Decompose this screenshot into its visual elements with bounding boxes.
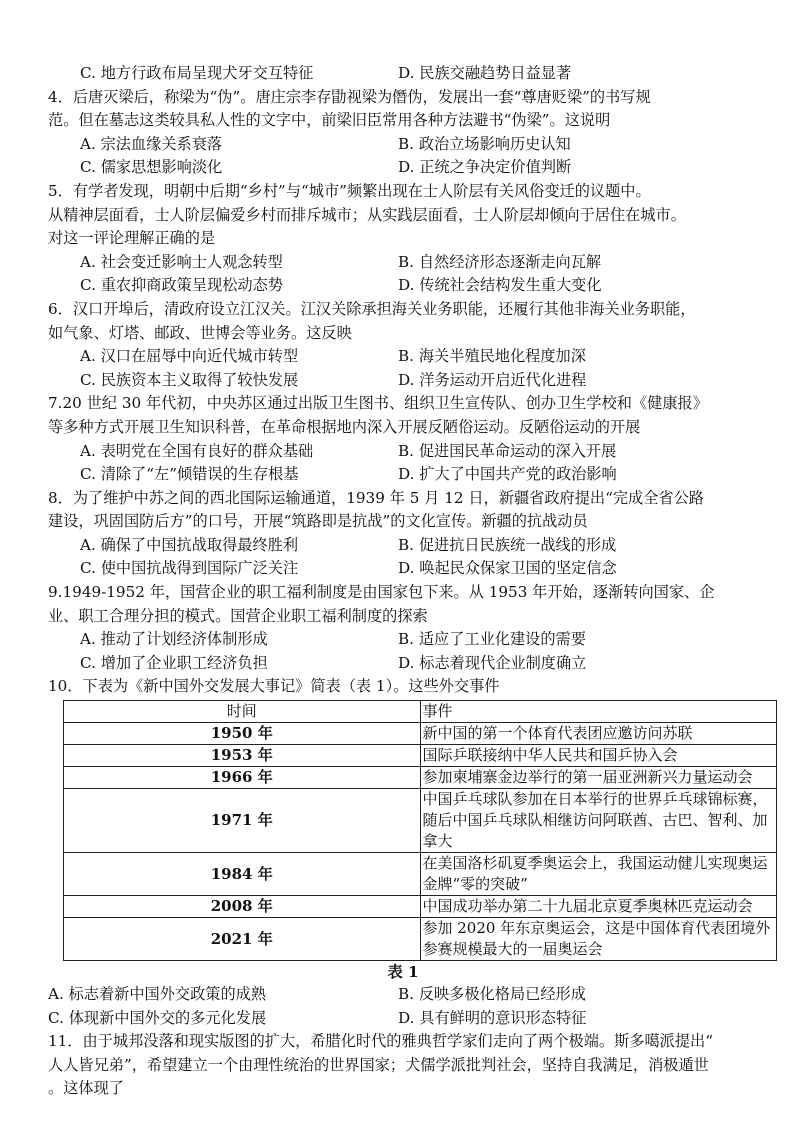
option-a: A. 社会变迁影响士人观念转型 xyxy=(80,252,283,271)
question-text: 4．后唐灭梁后，称梁为“伪”。唐庄宗李存勖视梁为僭伪，发展出一套“尊唐贬梁”的书写规 xyxy=(48,87,651,106)
table-row xyxy=(64,723,777,745)
q3-options-cd xyxy=(48,62,758,86)
option-d: D. 传统社会结构发生重大变化 xyxy=(398,276,602,295)
option-b: B. 促进国民革命运动的深入开展 xyxy=(398,441,617,460)
question-text: 对这一评论理解正确的是 xyxy=(48,229,216,248)
question-text: 范。但在墓志这类较具私人性的文字中，前梁旧臣常用各种方法避书“伪梁”。这说明 xyxy=(48,111,611,130)
question-text: 9.1949-1952 年，国营企业的职工福利制度是由国家包下来。从 1953 年开始，逐渐转向国家、企 xyxy=(48,583,715,602)
option-d: D. 洋务运动开启近代化进程 xyxy=(398,370,587,389)
option-d: D. 具有鲜明的意识形态特征 xyxy=(398,1008,587,1027)
option-c: C. 使中国抗战得到国际广泛关注 xyxy=(80,559,299,578)
table-header-row xyxy=(64,701,777,723)
question-text: 等多种方式开展卫生知识科普，在革命根据地内深入开展反陋俗运动。反陋俗运动的开展 xyxy=(48,417,641,436)
option-c: C. 地方行政布局呈现犬牙交互特征 xyxy=(80,64,314,82)
question-9 xyxy=(48,581,758,675)
option-b: B. 自然经济形态逐渐走向瓦解 xyxy=(398,252,602,271)
table-cell-year: 1971 年 xyxy=(64,789,421,853)
question-7 xyxy=(48,392,758,486)
option-c: C. 民族资本主义取得了较快发展 xyxy=(80,370,299,389)
option-b: B. 促进抗日民族统一战线的形成 xyxy=(398,535,617,554)
table-header-event: 事件 xyxy=(420,701,777,723)
table-cell-year: 1984 年 xyxy=(64,853,421,896)
option-d: D. 正统之争决定价值判断 xyxy=(398,158,572,177)
table-cell-event: 参加柬埔寨金边举行的第一届亚洲新兴力量运动会 xyxy=(420,767,777,789)
table-header-time: 时间 xyxy=(64,701,421,723)
table-cell-event: 在美国洛杉矶夏季奥运会上，我国运动健儿实现奥运金牌“零的突破” xyxy=(420,853,777,896)
option-d: D. 唤起民众保家卫国的坚定信念 xyxy=(398,559,617,578)
table-cell-year: 2008 年 xyxy=(64,896,421,918)
table-row xyxy=(64,918,777,961)
table-row xyxy=(64,789,777,853)
question-text: 8．为了维护中苏之间的西北国际运输通道，1939 年 5 月 12 日，新疆省政府提出“完成全省公路 xyxy=(48,488,704,507)
exam-page xyxy=(48,62,771,1101)
option-a: A. 推动了计划经济体制形成 xyxy=(80,630,268,649)
table-row xyxy=(64,767,777,789)
question-text: 5．有学者发现，明朝中后期“乡村”与“城市”频繁出现在士人阶层有关风俗变迁的议题中。 xyxy=(48,181,651,200)
question-text: 如气象、灯塔、邮政、世博会等业务。这反映 xyxy=(48,323,352,342)
question-text: 10．下表为《新中国外交发展大事记》简表（表 1）。这些外交事件 xyxy=(48,677,500,696)
option-d: D. 扩大了中国共产党的政治影响 xyxy=(398,465,617,484)
option-a: A. 表明党在全国有良好的群众基础 xyxy=(80,441,314,460)
table-row xyxy=(64,896,777,918)
table-cell-event: 参加 2020 年东京奥运会，这是中国体育代表团境外参赛规模最大的一届奥运会 xyxy=(420,918,777,961)
option-d: D. 标志着现代企业制度确立 xyxy=(398,653,587,672)
question-11 xyxy=(48,1030,758,1101)
option-b: B. 反映多极化格局已经形成 xyxy=(398,985,586,1004)
option-c: C. 重农抑商政策呈现松动态势 xyxy=(80,276,283,295)
option-c: C. 儒家思想影响淡化 xyxy=(80,158,223,177)
table-cell-event: 国际乒联接纳中华人民共和国乒协入会 xyxy=(420,745,777,767)
option-a: A. 汉口在屈辱中向近代城市转型 xyxy=(80,347,299,366)
table-cell-event: 中国成功举办第二十九届北京夏季奥林匹克运动会 xyxy=(420,896,777,918)
table-cell-year: 1966 年 xyxy=(64,767,421,789)
option-a: A. 确保了中国抗战取得最终胜利 xyxy=(80,535,299,554)
question-8 xyxy=(48,487,758,581)
question-text: 7.20 世纪 30 年代初，中央苏区通过出版卫生图书、组织卫生宣传队、创办卫生学校和《健康报》 xyxy=(48,394,708,413)
table-cell-year: 1953 年 xyxy=(64,745,421,767)
question-text: 业、职工合理分担的模式。国营企业职工福利制度的探索 xyxy=(48,606,428,625)
question-6 xyxy=(48,298,758,392)
question-10 xyxy=(48,675,771,1030)
question-text: 11．由于城邦没落和现实版图的扩大，希腊化时代的雅典哲学家们走向了两个极端。斯多噶派提出“ xyxy=(48,1032,713,1051)
question-text: 。这体现了 xyxy=(48,1079,124,1098)
option-c: C. 清除了“左”倾错误的生存根基 xyxy=(80,465,299,484)
events-table xyxy=(63,700,777,961)
option-d: D. 民族交融趋势日益显著 xyxy=(398,64,572,82)
question-5 xyxy=(48,180,758,298)
option-b: B. 适应了工业化建设的需要 xyxy=(398,630,586,649)
question-text: 从精神层面看，士人阶层偏爱乡村而排斥城市；从实践层面看，士人阶层却倾向于居住在城市。 xyxy=(48,205,686,224)
question-text: 6．汉口开埠后，清政府设立江汉关。江汉关除承担海关业务职能，还履行其他非海关业务职能， xyxy=(48,299,696,318)
table-caption: 表 1 xyxy=(387,963,419,982)
table-row xyxy=(64,745,777,767)
option-c: C. 体现新中国外交的多元化发展 xyxy=(48,1008,267,1027)
question-4 xyxy=(48,86,758,180)
table-row xyxy=(64,853,777,896)
option-a: A. 标志着新中国外交政策的成熟 xyxy=(48,985,267,1004)
option-c: C. 增加了企业职工经济负担 xyxy=(80,653,268,672)
question-text: 人人皆兄弟”，希望建立一个由理性统治的世界国家；犬儒学派批判社会，坚持自我满足，消极遁世 xyxy=(48,1055,709,1074)
option-b: B. 政治立场影响历史认知 xyxy=(398,134,571,153)
question-text: 建设，巩固国防后方”的口号，开展“筑路即是抗战”的文化宣传。新疆的抗战动员 xyxy=(48,512,588,531)
table-cell-year: 2021 年 xyxy=(64,918,421,961)
table-cell-year: 1950 年 xyxy=(64,723,421,745)
table-cell-event: 中国乒乓球队参加在日本举行的世界乒乓球锦标赛，随后中国乒乓球队相继访问阿联酋、古巴、智利、加拿大 xyxy=(420,789,777,853)
table-cell-event: 新中国的第一个体育代表团应邀访问苏联 xyxy=(420,723,777,745)
option-b: B. 海关半殖民地化程度加深 xyxy=(398,347,586,366)
option-a: A. 宗法血缘关系衰落 xyxy=(80,134,223,153)
